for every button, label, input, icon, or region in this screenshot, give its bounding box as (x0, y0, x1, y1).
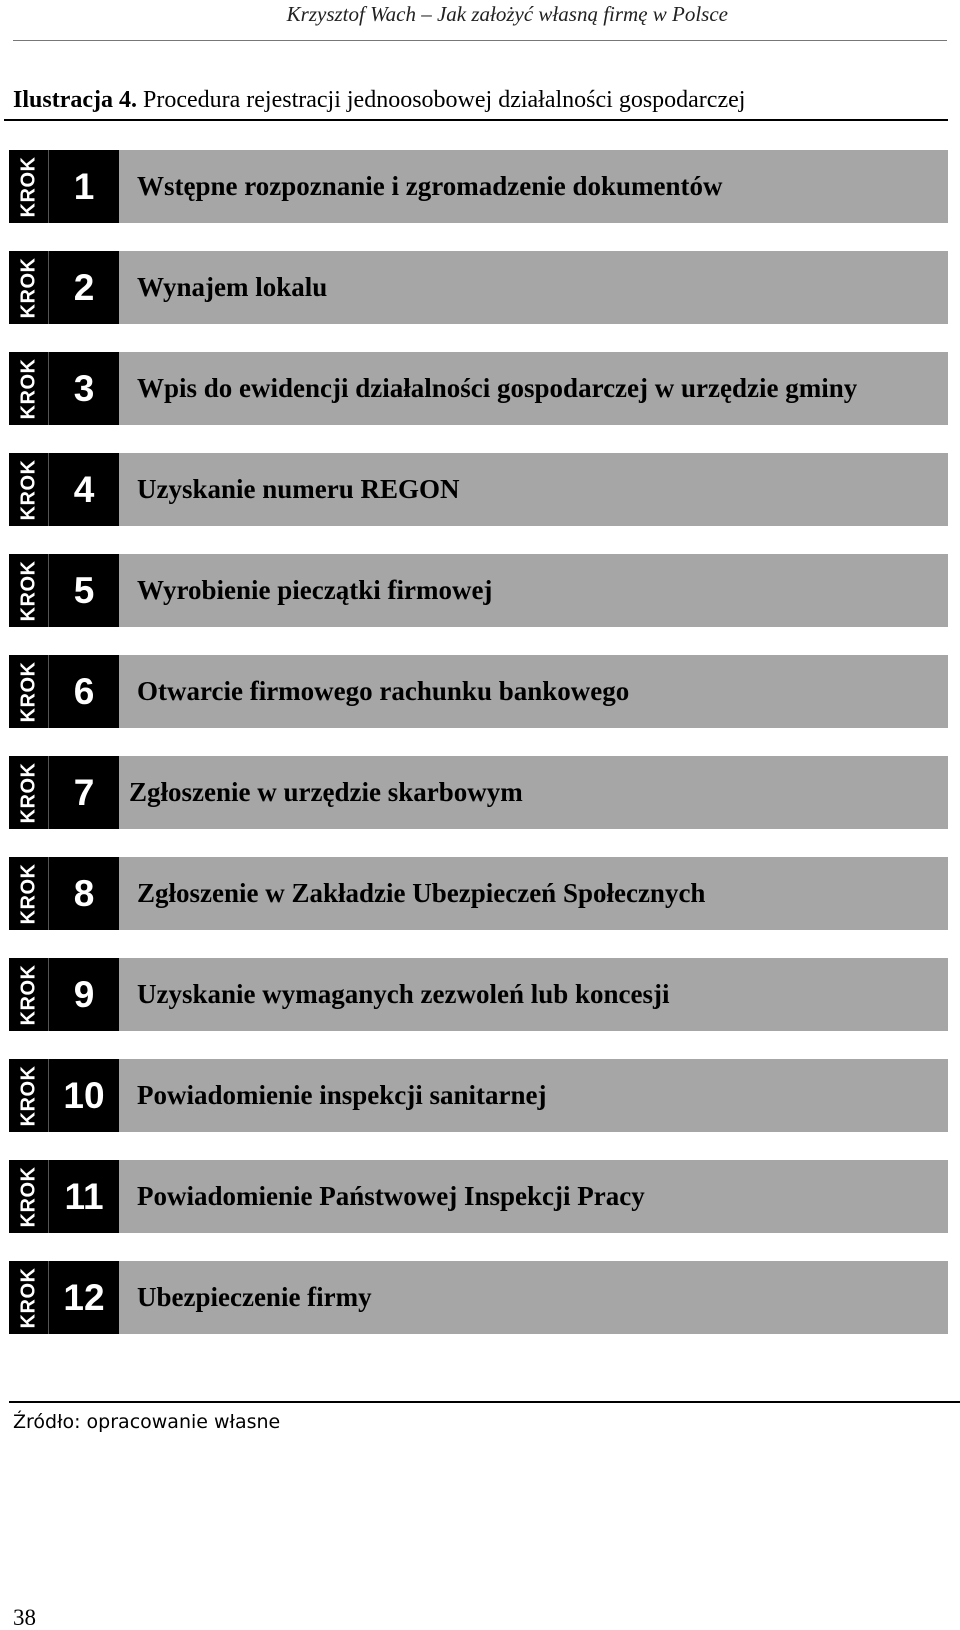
step-row (9, 251, 948, 324)
step-number: 5 (49, 554, 119, 627)
step-description: Zgłoszenie w Zakładzie Ubezpieczeń Społecznych (119, 857, 948, 930)
krok-label-cell (9, 150, 49, 223)
step-number: 11 (49, 1160, 119, 1233)
step-description: Powiadomienie inspekcji sanitarnej (119, 1059, 948, 1132)
step-row (9, 1059, 948, 1132)
krok-label: KROK (17, 459, 39, 520)
page-number: 38 (13, 1605, 36, 1630)
step-number: 9 (49, 958, 119, 1031)
step-description: Wstępne rozpoznanie i zgromadzenie dokumentów (119, 150, 948, 223)
step-description: Uzyskanie wymaganych zezwoleń lub koncesji (119, 958, 948, 1031)
krok-label: KROK (17, 964, 39, 1025)
step-number: 10 (49, 1059, 119, 1132)
source-note: Źródło: opracowanie własne (13, 1411, 281, 1433)
step-number: 8 (49, 857, 119, 930)
step-description: Wynajem lokalu (119, 251, 948, 324)
krok-label: KROK (17, 762, 39, 823)
krok-label: KROK (17, 358, 39, 419)
step-description: Ubezpieczenie firmy (119, 1261, 948, 1334)
header-rule (13, 40, 947, 41)
krok-label: KROK (17, 257, 39, 318)
step-row (9, 150, 948, 223)
krok-label-cell (9, 756, 49, 829)
krok-label-cell (9, 554, 49, 627)
figure-title (13, 85, 745, 115)
step-description: Zgłoszenie w urzędzie skarbowym (119, 756, 948, 829)
step-number: 7 (49, 756, 119, 829)
step-number: 4 (49, 453, 119, 526)
step-number: 1 (49, 150, 119, 223)
step-row (9, 958, 948, 1031)
step-row (9, 453, 948, 526)
krok-label: KROK (17, 661, 39, 722)
krok-label-cell (9, 958, 49, 1031)
krok-label: KROK (17, 560, 39, 621)
krok-label-cell (9, 1059, 49, 1132)
step-description: Wyrobienie pieczątki firmowej (119, 554, 948, 627)
krok-label: KROK (17, 1267, 39, 1328)
step-description: Otwarcie firmowego rachunku bankowego (119, 655, 948, 728)
step-row (9, 1160, 948, 1233)
krok-label-cell (9, 1261, 49, 1334)
step-row (9, 756, 948, 829)
krok-label: KROK (17, 1065, 39, 1126)
step-row (9, 1261, 948, 1334)
krok-label: KROK (17, 1166, 39, 1227)
krok-label-cell (9, 251, 49, 324)
step-row (9, 554, 948, 627)
krok-label-cell (9, 352, 49, 425)
step-number: 3 (49, 352, 119, 425)
step-description: Wpis do ewidencji działalności gospodarczej w urzędzie gminy (119, 352, 948, 425)
step-row (9, 857, 948, 930)
title-rule (4, 119, 948, 121)
step-number: 2 (49, 251, 119, 324)
step-description: Powiadomienie Państwowej Inspekcji Pracy (119, 1160, 948, 1233)
figure-label: Ilustracja 4. (13, 87, 137, 113)
running-header: Krzysztof Wach – Jak założyć własną firmę w Polsce (286, 2, 728, 26)
krok-label-cell (9, 1160, 49, 1233)
step-number: 12 (49, 1261, 119, 1334)
krok-label-cell (9, 857, 49, 930)
krok-label: KROK (17, 863, 39, 924)
step-number: 6 (49, 655, 119, 728)
krok-label-cell (9, 453, 49, 526)
step-row (9, 655, 948, 728)
step-description: Uzyskanie numeru REGON (119, 453, 948, 526)
source-rule (9, 1401, 960, 1403)
krok-label: KROK (17, 156, 39, 217)
figure-caption: Procedura rejestracji jednoosobowej działalności gospodarczej (142, 87, 746, 113)
krok-label-cell (9, 655, 49, 728)
step-row (9, 352, 948, 425)
